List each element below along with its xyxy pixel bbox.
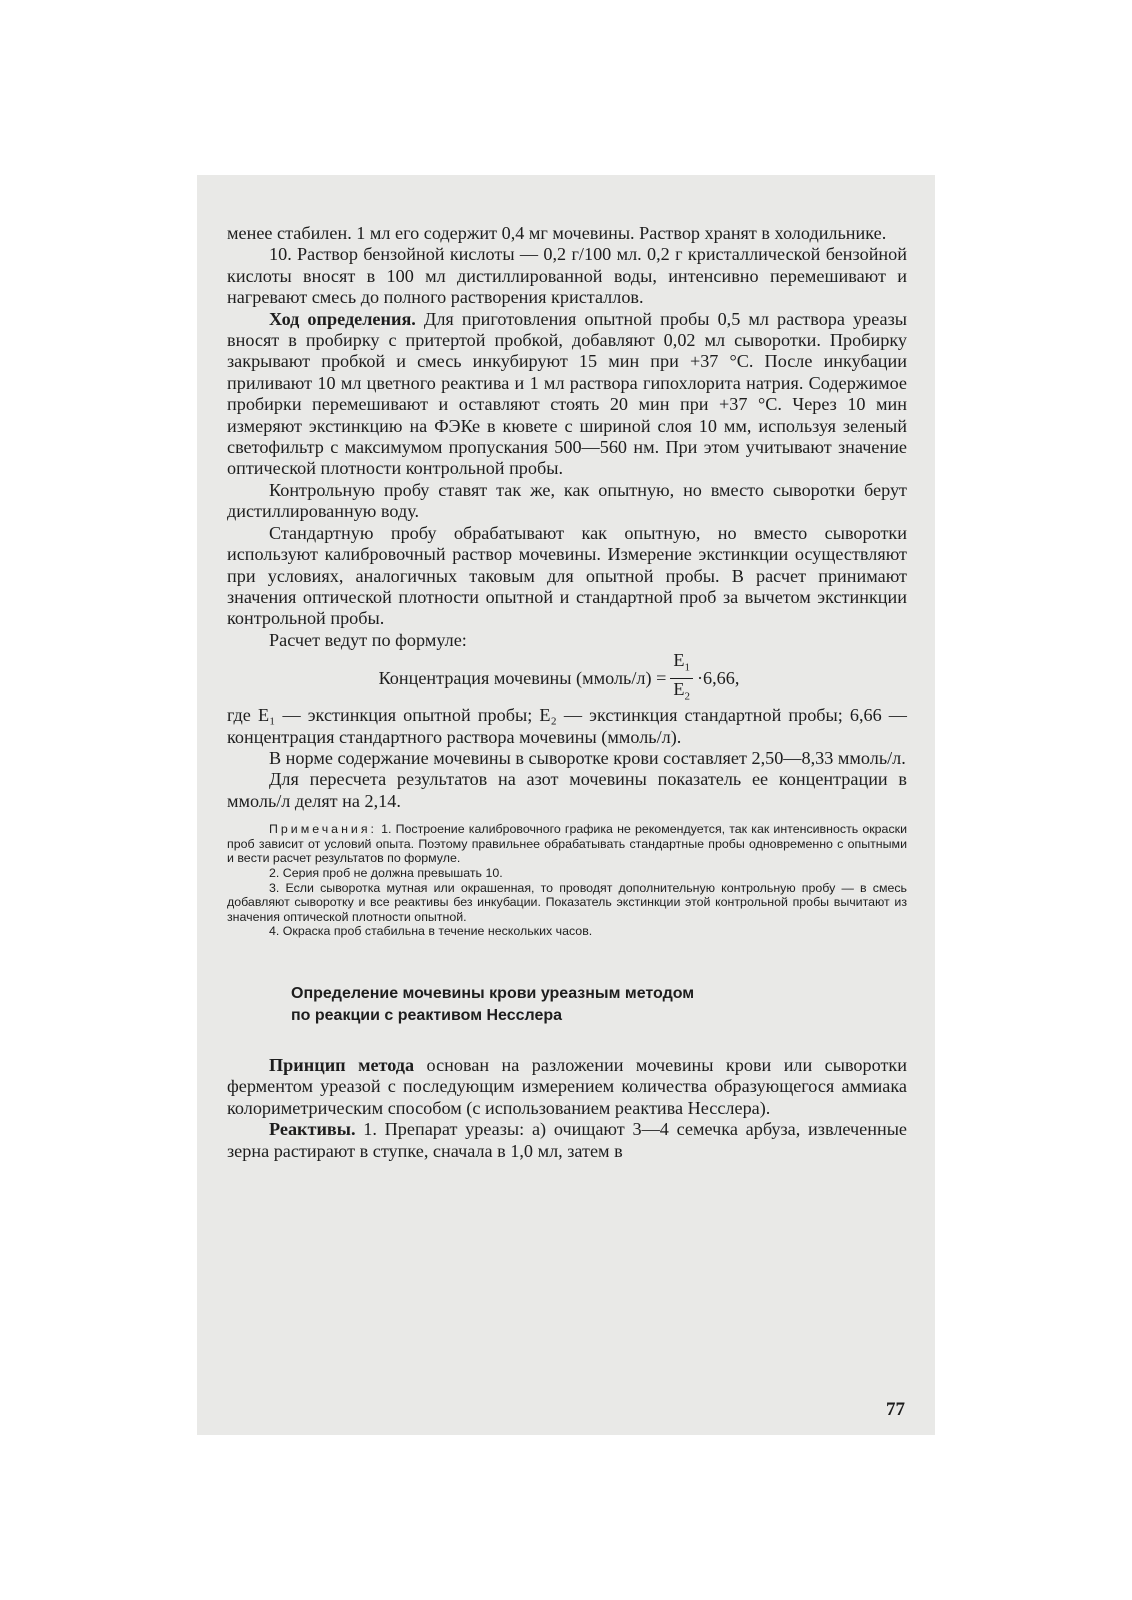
paragraph-text: менее стабилен. 1 мл его содержит 0,4 мг мочевины. Раствор хранят в холодильнике.: [227, 223, 887, 243]
note-text: 3. Если сыворотка мутная или окрашенная, то проводят дополнительную контрольную пробу — в смесь добавляют сыворотку и все реактивы без инкубации. Показатель экстинкции этой контрольной пробы вычитают из значения оптической плотности опытной.: [227, 880, 907, 924]
paragraph-lead: Принцип метода: [269, 1054, 415, 1075]
paragraph-text: Для пересчета результатов на азот мочевины показатель ее концентрации в ммоль/л делят на 2,14.: [227, 769, 907, 811]
paragraph-lead: Ход определения.: [269, 308, 416, 329]
paragraph-text: где E₁ — экстинкция опытной пробы; E₂ — экстинкция стандартной пробы; 6,66 — концентрация стандартного раствора мочевины (ммоль/л).: [227, 705, 907, 747]
note-item: [227, 866, 907, 881]
note-item: [227, 822, 907, 866]
paragraph: [227, 1119, 907, 1162]
section-title-line-1: Определение мочевины крови уреазным методом: [291, 984, 695, 1002]
paragraph-text: 10. Раствор бензойной кислоты — 0,2 г/100 мл. 0,2 г кристаллической бензойной кислоты вносят в 100 мл дистиллированной воды, интенсивно перемешивают и нагревают смесь до полного растворения кристаллов.: [227, 244, 907, 308]
formula-numerator: $E_1$: [670, 650, 693, 679]
paragraph: [227, 309, 907, 480]
formula-denominator: $E_2$: [673, 678, 690, 703]
body-text-bottom: [227, 1055, 907, 1162]
paragraph: [227, 748, 907, 769]
paragraph-text: Для приготовления опытной пробы 0,5 мл раствора уреазы вносят в пробирку с притертой пробкой, добавляют 0,02 мл сыворотки. Пробирку закрывают пробкой и смесь инкубируют 15 мин при +37 °С. После инкубации приливают 10 мл цветного реактива и 1 мл раствора гипохлорита натрия. Содержимое пробирки перемешивают и оставляют стоять 20 мин при +37 °С. Через 10 мин измеряют экстинкцию на ФЭКе в кювете с шириной слоя 10 мм, используя зеленый светофильтр с максимумом пропускания 500—560 нм. При этом учитывают значение оптической плотности контрольной пробы.: [227, 308, 907, 479]
notes-block: [227, 822, 907, 939]
note-text: 4. Окраска проб стабильна в течение нескольких часов.: [269, 924, 593, 939]
section-title: [291, 983, 907, 1027]
paragraph-text: основан на разложении мочевины крови или сыворотки ферментом уреазой с последующим измерением количества образующегося аммиака колориметрическим способом (с использованием реактива Несслера).: [227, 1054, 907, 1118]
paragraph: [227, 769, 907, 812]
paragraph: [227, 244, 907, 308]
page-number: 77: [886, 1399, 905, 1420]
formula-fraction: [670, 650, 693, 706]
paragraph-text: Стандартную пробу обрабатывают как опытную, но вместо сыворотки используют калибровочный раствор мочевины. Измерение экстинкции осуществляют при условиях, аналогичных таковым для опытной пробы. В расчет принимают значения оптической плотности опытной и стандартной проб за вычетом экстинкции контрольной пробы.: [227, 522, 907, 629]
urea-formula: [227, 649, 907, 703]
paragraph: [227, 223, 907, 244]
paragraph-text: Контрольную пробу ставят так же, как опытную, но вместо сыворотки берут дистиллированную воду.: [227, 479, 907, 522]
paragraph-text: 1. Препарат уреазы: а) очищают 3—4 семечка арбуза, извлеченные зерна растирают в ступке, сначала в 1,0 мл, затем в: [227, 1119, 907, 1161]
formula-label: Концентрация мочевины (ммоль/л) =: [378, 667, 667, 688]
body-text-top: [227, 223, 907, 651]
section-title-line-2: по реакции с реактивом Несслера: [291, 1006, 563, 1024]
book-page: [197, 175, 935, 1435]
paragraph: [227, 480, 907, 523]
paragraph: [227, 523, 907, 630]
notes-heading: Примечания:: [269, 822, 377, 837]
note-text: 1. Построение калибровочного графика не рекомендуется, так как интенсивность окраски проб зависит от условий опыта. Поэтому правильнее обрабатывать стандартные пробы одновременно с опытными и вести расчет результатов по формуле.: [227, 822, 907, 866]
paragraph-lead: Реактивы.: [269, 1119, 356, 1140]
paragraph-text: В норме содержание мочевины в сыворотке крови составляет 2,50—8,33 ммоль/л.: [269, 747, 906, 768]
paragraph: [227, 630, 907, 651]
note-text: 2. Серия проб не должна превышать 10.: [269, 865, 503, 880]
body-text-middle: [227, 705, 907, 812]
paragraph-text: Расчет ведут по формуле:: [269, 629, 467, 650]
note-item: [227, 881, 907, 925]
paragraph: [227, 705, 907, 748]
formula-tail: ·6,66,: [696, 667, 740, 688]
paragraph: [227, 1055, 907, 1119]
note-item: [227, 924, 907, 939]
